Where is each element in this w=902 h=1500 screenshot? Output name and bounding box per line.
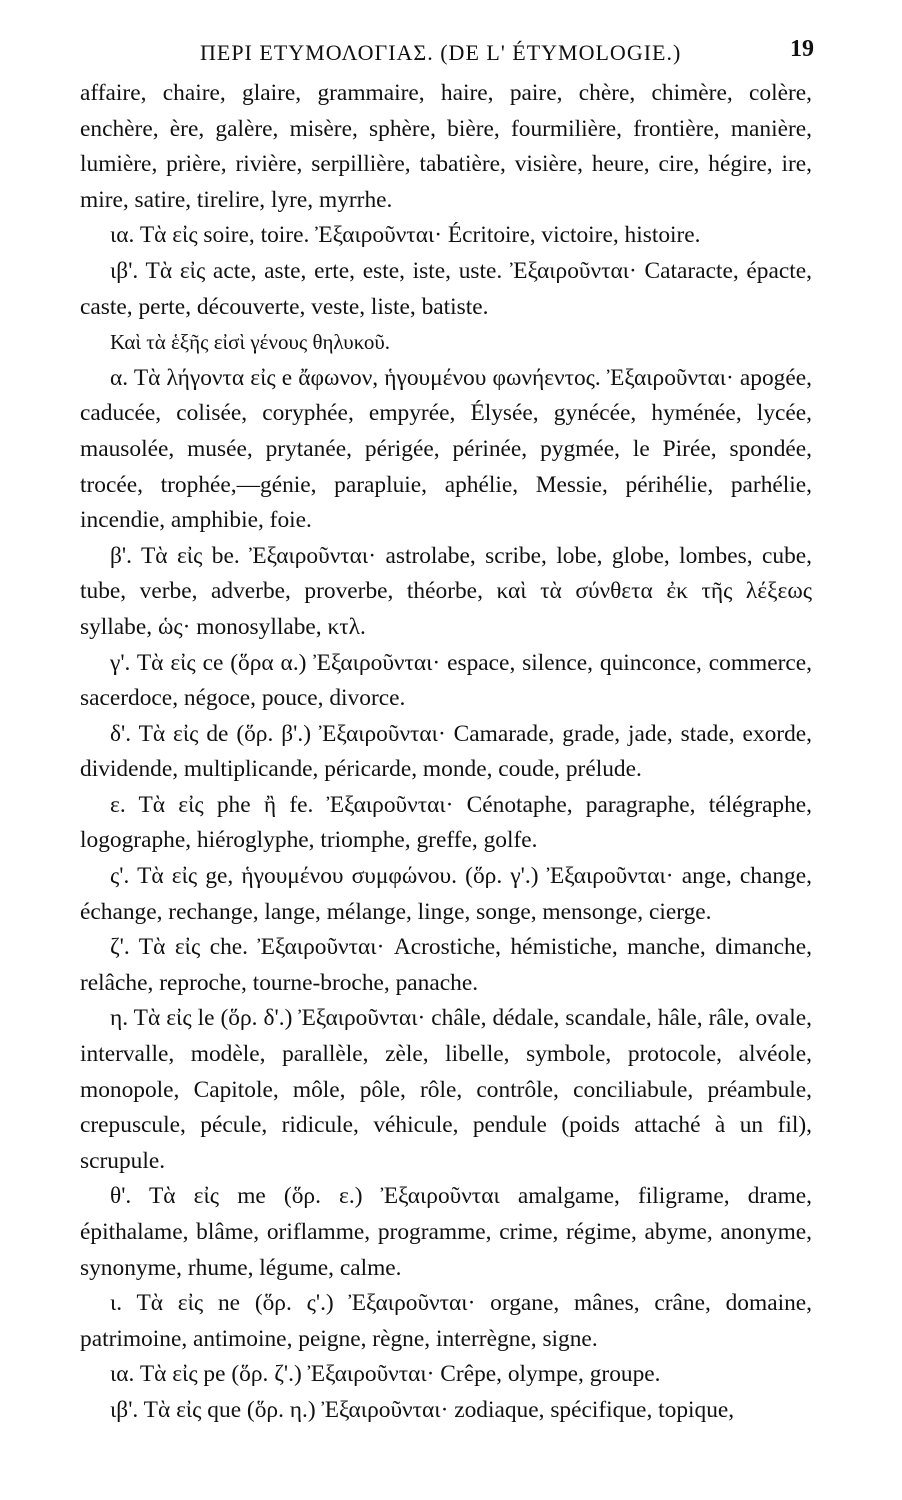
paragraph-rule-11: ια. Τὰ εἰς soire, toire. Ἐξαιροῦνται· Écritoire, victoire, histoire. — [110, 222, 701, 249]
page-header — [80, 36, 812, 76]
paragraph-rule-a: α. Τὰ λήγοντα εἰς e ἄφωνον, ἡγουμένου φωνήεντος. Ἐξαιροῦνται· apogée, caducée, colisée, coryphée, empyrée, Élysée, gynécée, hyménée, lycée, mausolée, musée, prytanée, périgée, périnée, pygmée, le Pirée, spondée, trocée, trophée,—génie, parapluie, aphélie, Messie, périhélie, parhélie, incendie, amphibie, foie. — [80, 364, 812, 534]
paragraph-rule-11b: ια. Τὰ εἰς pe (ὅρ. ζ'.) Ἐξαιροῦνται· Crêpe, olympe, groupe. — [110, 1361, 661, 1388]
paragraph-rule-9: θ'. Τὰ εἰς me (ὅρ. ε.) Ἐξαιροῦνται amalgame, filigrame, drame, épithalame, blâme, oriflamme, programme, crime, régime, abyme, anonyme, synonyme, rhume, légume, calme. — [80, 1183, 812, 1281]
paragraph-rule-c: γ'. Τὰ εἰς ce (ὅρα α.) Ἐξαιροῦνται· espace, silence, quinconce, commerce, sacerdoce, négoce, pouce, divorce. — [80, 649, 812, 712]
page-number: 19 — [790, 36, 814, 62]
paragraph-rule-6: ς'. Τὰ εἰς ge, ἡγουμένου συμφώνου. (ὅρ. γ'.) Ἐξαιροῦνται· ange, change, échange, rechange, lange, mélange, linge, songe, mensonge, cierge. — [80, 863, 812, 925]
paragraph-rule-7: ζ'. Τὰ εἰς che. Ἐξαιροῦνται· Acrostiche, hémistiche, manche, dimanche, relâche, reproche, tourne-broche, panache. — [80, 934, 812, 996]
paragraph-rule-10: ι. Τὰ εἰς ne (ὅρ. ς'.) Ἐξαιροῦνται· organe, mânes, crâne, domaine, patrimoine, antimoine, peigne, règne, interrègne, signe. — [80, 1290, 812, 1352]
paragraph-rule-8: η. Τὰ εἰς le (ὅρ. δ'.) Ἐξαιροῦνται· châle, dédale, scandale, hâle, râle, ovale, intervalle, modèle, parallèle, zèle, libelle, symbole, protocole, alvéole, monopole, Capitole, môle, pôle, rôle, contrôle, conciliabule, préambule, crepuscule, pécule, ridicule, véhicule, pendule (poids attaché à un fil), scrupule. — [80, 1005, 812, 1174]
section-heading-feminine: Καὶ τὰ ἑξῆς εἰσὶ γένους θηλυκοῦ. — [110, 330, 390, 355]
paragraph-rule-d: δ'. Τὰ εἰς de (ὅρ. β'.) Ἐξαιροῦνται· Camarade, grade, jade, stade, exorde, dividende, multiplicande, péricarde, monde, coude, prélude. — [80, 720, 812, 783]
running-title: ΠΕΡΙ ΕΤΥΜΟΛΟΓΙΑΣ. (DE L' ÉTYMOLOGIE.) — [200, 40, 682, 65]
paragraph-rule-12: ιβ'. Τὰ εἰς acte, aste, erte, este, iste, uste. Ἐξαιροῦνται· Cataracte, épacte, caste, perte, découverte, veste, liste, batiste. — [80, 257, 812, 320]
paragraph-continued: affaire, chaire, glaire, grammaire, haire, paire, chère, chimère, colère, enchère, ère, galère, misère, sphère, bière, fourmilière, frontière, manière, lumière, prière, rivière, serpillière, tabatière, visière, heure, cire, hégire, ire, mire, satire, tirelire, lyre, myrrhe. — [80, 80, 812, 213]
paragraph-rule-b: β'. Τὰ εἰς be. Ἐξαιροῦνται· astrolabe, scribe, lobe, globe, lombes, cube, tube, verbe, adverbe, proverbe, théorbe, καὶ τὰ σύνθετα ἐκ τῆς λέξεως syllabe, ὡς· monosyllabe, κτλ. — [80, 542, 812, 640]
paragraph-rule-12b: ιβ'. Τὰ εἰς que (ὅρ. η.) Ἐξαιροῦνται· zodiaque, spécifique, topique, — [110, 1396, 735, 1423]
page-body — [80, 76, 812, 1429]
paragraph-rule-e: ε. Τὰ εἰς phe ἢ fe. Ἐξαιροῦνται· Cénotaphe, paragraphe, télégraphe, logographe, hiéroglyphe, triomphe, greffe, golfe. — [80, 791, 812, 854]
